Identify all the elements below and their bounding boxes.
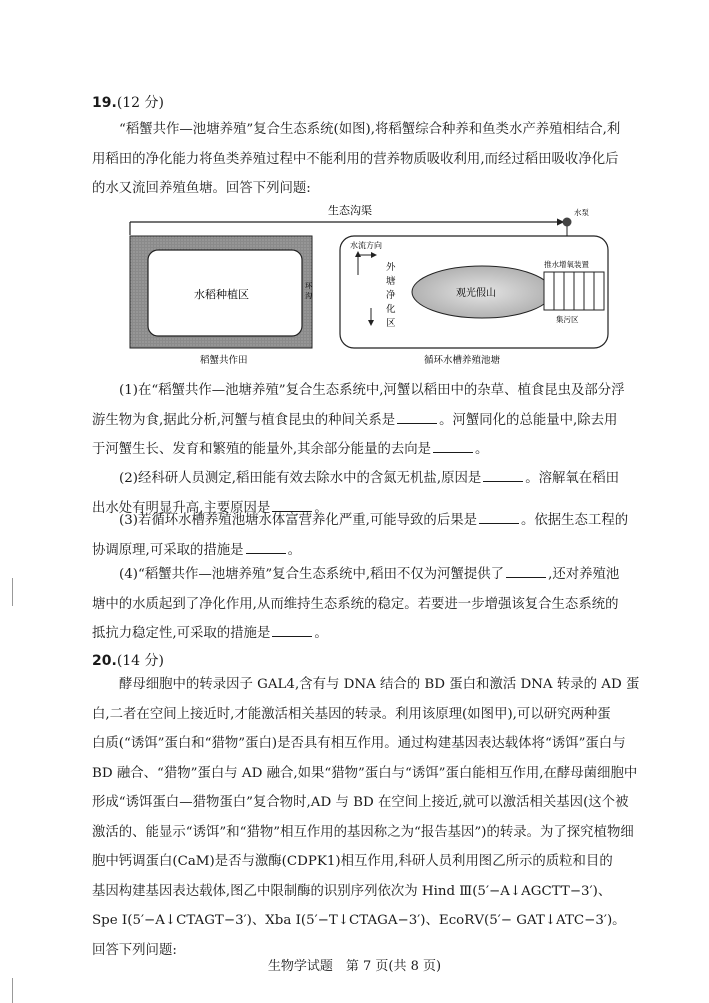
rockery-label: 观光假山 — [456, 288, 496, 299]
svg-text:化: 化 — [386, 304, 396, 315]
intro-line: 的水又流回养殖鱼塘。回答下列问题: — [92, 181, 311, 196]
ecosystem-diagram — [118, 200, 618, 372]
left-caption: 稻蟹共作田 — [200, 355, 248, 366]
answer-blank[interactable] — [483, 469, 523, 482]
question-20-body: 酵母细胞中的转录因子 GAL4,含有与 DNA 结合的 BD 蛋白和激活 DNA 转录的 AD 蛋 白,二者在空间上接近时,才能激活相关基因的转录。利用该原理(如图甲),可以研究两种蛋 白质(“诱饵”蛋白和“猎物”蛋白)是否具有相互作用。通过构建基因表达载体将“诱饵”蛋白与 BD 融合、“猎物”蛋白与 AD 融合,如果“猎物”蛋白与“诱饵”蛋白能相互作用,在酵母菌细胞中 形成“诱饵蛋白—猎物蛋白”复合物时,AD 与 BD 在空间上接近,就可以激活相关基因(这个被 激活的、能显示“诱饵”和“猎物”相互作用的基因称之为“报告基因”)的转录。为了探究植物细 胞中钙调蛋白(CaM)是否与激酶(CDPK1)相互作用,科研人员利用图乙所示的质粒和目的 基因构建基因表达载体,图乙中限制酶的识别序列依次为 Hind Ⅲ(5′−A↓AGCTT−3′)、 Spe Ⅰ(5′−A↓CTAGT−3′)、Xba Ⅰ(5′−T↓CTAGA−3′)、EcoRⅤ(5′− GAT↓ATC−3′)。 回答下列问题: — [92, 677, 640, 958]
intro-line: “稻蟹共作—池塘养殖”复合生态系统(如图),将稻蟹综合种养和鱼类水产养殖相结合,利 — [119, 122, 621, 137]
svg-text:净: 净 — [386, 290, 396, 301]
answer-blank[interactable] — [479, 511, 519, 524]
question-19-sub-2: (2)经科研人员测定,稻田能有效去除水中的含氮无机盐,原因是 。溶解氧在稻田 出水处有明显升高,主要原因是 。 — [92, 471, 619, 516]
answer-blank[interactable] — [506, 565, 546, 578]
margin-mark — [12, 578, 13, 606]
answer-blank[interactable] — [433, 440, 473, 453]
sewage-label: 集污区 — [556, 315, 579, 324]
right-caption: 循环水槽养殖池塘 — [424, 355, 501, 366]
answer-blank[interactable] — [397, 411, 437, 424]
answer-blank[interactable] — [246, 541, 286, 554]
question-19-sub-4: (4)“稻蟹共作—池塘养殖”复合生态系统中,稻田不仅为河蟹提供了 ,还对养殖池 塘中的水质起到了净化作用,从而维持生态系统的稳定。若要进一步增强该复合生态系统的 抵抗力稳定性,可采取的措施是 。 — [92, 567, 620, 641]
question-19-intro — [92, 115, 640, 204]
ring-ditch-label: 环 沟 — [305, 282, 312, 300]
outer-pond-label — [386, 261, 396, 329]
pump-icon — [563, 218, 572, 227]
channel-label: 生态沟渠 — [328, 204, 372, 217]
svg-text:外: 外 — [386, 262, 396, 273]
question-number: 19. — [92, 95, 117, 111]
pump-label: 水泵 — [574, 208, 589, 217]
question-number: 20. — [92, 653, 117, 669]
page-footer: 生物学试题 第 7 页(共 8 页) — [267, 959, 442, 974]
flow-direction-label: 水流方向 — [350, 241, 382, 250]
question-19-sub-1: (1)在“稻蟹共作—池塘养殖”复合生态系统中,河蟹以稻田中的杂草、植食昆虫及部分浮 游生物为食,据此分析,河蟹与植食昆虫的种间关系是 。河蟹同化的总能量中,除去用 于河蟹生长、发育和繁殖的能量外,其余部分能量的去向是 。 — [92, 383, 625, 457]
svg-text:塘: 塘 — [386, 276, 396, 287]
question-19-sub-3: (3)若循环水槽养殖池塘水体富营养化严重,可能导致的后果是 。依据生态工程的 协调原理,可采取的措施是 。 — [92, 513, 629, 558]
intro-line: 用稻田的净化能力将鱼类养殖过程中不能利用的营养物质吸收利用,而经过稻田吸收净化后 — [92, 151, 619, 167]
question-20-header — [92, 650, 164, 670]
aerator-label: 推水增氧装置 — [544, 260, 589, 269]
question-score: (12 分) — [116, 95, 165, 111]
question-score: (14 分) — [116, 653, 165, 669]
svg-text:区: 区 — [386, 318, 396, 329]
rice-area-label: 水稻种植区 — [194, 288, 249, 301]
question-19-header — [92, 92, 164, 112]
answer-blank[interactable] — [272, 624, 312, 637]
margin-mark — [12, 978, 13, 1003]
